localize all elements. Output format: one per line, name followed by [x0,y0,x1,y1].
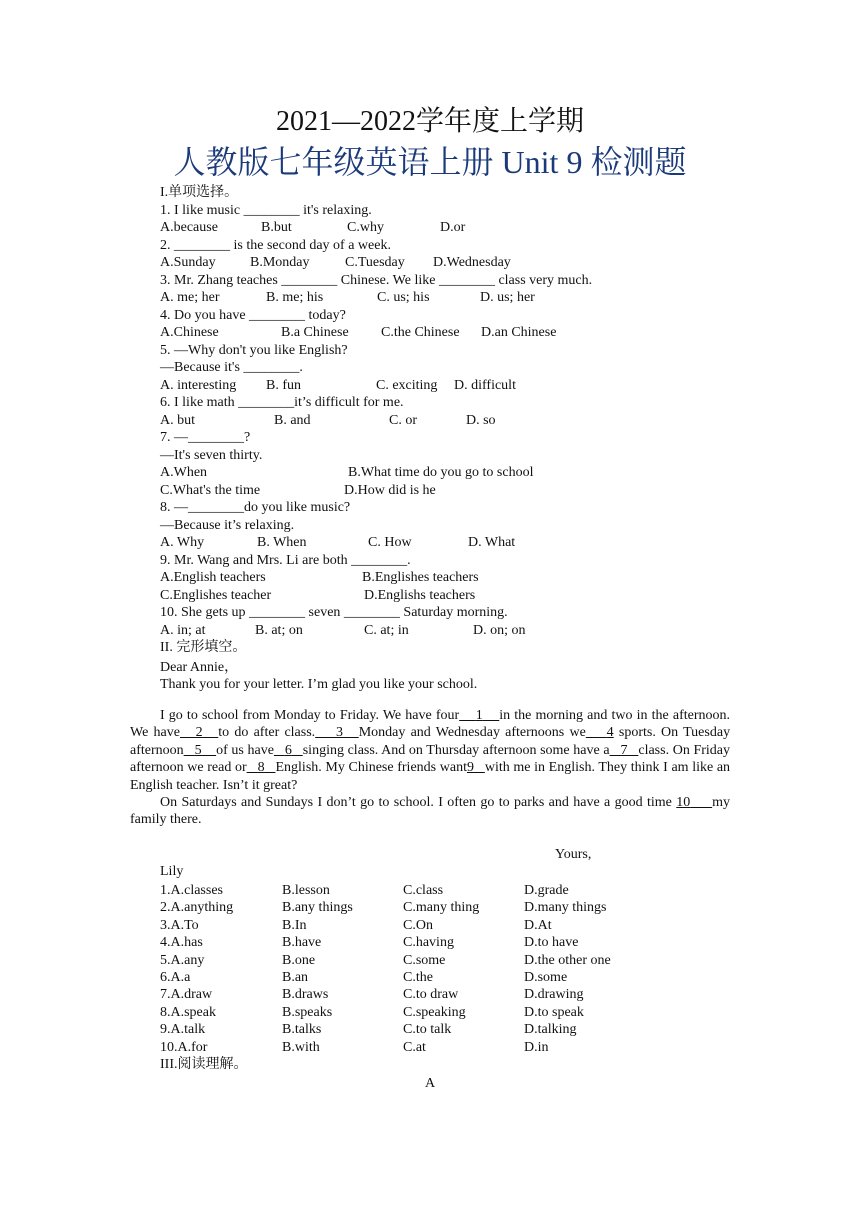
option: D. us; her [480,290,535,305]
question-options [160,219,730,237]
question-options [160,534,730,552]
option: C.Englishes teacher [160,587,272,603]
question-options [160,482,730,500]
letter-paragraph: On Saturdays and Sundays I don’t go to school. I often go to parks and have a good time 10 my family there. [130,795,730,828]
option: D. on; on [473,622,526,638]
option: A. Why [160,535,205,550]
option: B. me; his [266,290,324,305]
option: C.What's the time [160,482,261,498]
option: C. or [389,412,417,428]
option: C.the Chinese [381,325,460,340]
document-title-year: 2021—2022学年度上学期 [275,106,584,137]
question-stem: 6. I like math ________it’s difficult for me. [160,395,404,410]
letter-paragraph: Thank you for your letter. I’m glad you like your school. [160,677,478,692]
cloze-option-row: 2.A.anything B.any things C.many thing D.many things [160,900,607,916]
section-heading: III.阅读理解。 [160,1056,248,1072]
question-options [160,622,730,640]
cloze-option-row: 4.A.has B.have C.having D.to have [160,935,579,951]
multiple-choice-section [160,184,730,694]
cloze-option-row: 7.A.draw B.draws C.to draw D.drawing [160,987,584,1003]
question-options [160,289,730,307]
question-stem: 9. Mr. Wang and Mrs. Li are both ________. [160,552,411,568]
question-options [160,412,730,430]
option: A. in; at [160,622,206,638]
section-heading: II. 完形填空。 [160,640,247,655]
option: B. and [274,412,311,428]
blank: 7 [620,742,628,758]
option: A.English teachers [160,570,266,585]
question-response: —Because it’s relaxing. [160,517,295,533]
question-stem: 5. —Why don't you like English? [160,342,348,358]
option: A.When [160,465,208,480]
option: D.Wednesday [433,255,511,270]
question-response: —It's seven thirty. [160,447,263,463]
reading-passage-label: A [424,1076,436,1091]
letter-closing: Yours, [555,847,592,862]
option: A. but [160,412,195,428]
letter-signature: Lily [160,864,184,879]
blank: 1 [475,708,483,723]
blank: 8 [257,760,265,776]
option: B. When [257,535,307,550]
option: C. exciting [376,377,438,393]
blank: 2 [195,725,203,741]
cloze-options [160,882,611,1073]
question-stem: 4. Do you have ________ today? [160,307,346,323]
question-response: —Because it's ________. [160,360,303,375]
question-options [160,324,730,342]
option: D. so [466,412,496,428]
option: B. fun [266,377,301,393]
option: B.Englishes teachers [362,570,479,585]
question-stem: 2. ________ is the second day of a week. [160,237,391,253]
question-options [160,587,730,605]
question-stem: 3. Mr. Zhang teaches ________ Chinese. We like ________ class very much. [160,272,593,288]
question-options [160,254,730,272]
option: C.why [347,220,384,235]
cloze-option-row: 5.A.any B.one C.some D.the other one [160,952,611,968]
question-stem: 7. —________? [160,430,251,445]
letter-body [130,707,730,829]
option: A.Chinese [160,325,219,340]
letter-paragraph: I go to school from Monday to Friday. We have four 1 in the morning and two in the afternoon. We have 2 to do after class. 3 Monday and Wednesday afternoons we 4 sports. On Tuesday afternoon 5 of us have 6 singing class. And on Thursday afternoon some have a 7 class. On Friday afternoon we read or 8 English. My Chinese friends want9 with me in English. They think I am like an English teacher. Isn’t it great? [130,708,731,793]
question-options [160,569,730,587]
cloze-option-row: 3.A.To B.In C.On D.At [160,917,552,933]
option: C. at; in [364,622,409,638]
option: D. What [468,535,516,550]
letter-greeting: Dear Annie， [160,659,239,675]
option: D.or [440,220,466,235]
question-stem: 8. —________do you like music? [160,500,351,515]
cloze-option-row: 10.A.for B.with C.at D.in [160,1039,549,1055]
option: B. at; on [255,622,303,638]
option: B.What time do you go to school [348,465,534,480]
cloze-option-row: 9.A.talk B.talks C.to talk D.talking [160,1022,577,1038]
option: A.Sunday [160,255,216,270]
option: A.because [160,220,218,235]
blank: 10 [676,795,691,811]
cloze-option-row: 1.A.classes B.lesson C.class D.grade [160,883,569,898]
blank: 6 [284,742,292,758]
cloze-option-row: 8.A.speak B.speaks C.speaking D.to speak [160,1004,584,1020]
option: C. us; his [377,290,430,305]
option: B.a Chinese [281,325,349,340]
question-options [160,464,730,482]
option: D. difficult [454,377,516,393]
question-options [160,377,730,395]
option: C.Tuesday [345,255,405,270]
question-stem: 1. I like music ________ it's relaxing. [160,202,372,218]
cloze-option-row: 6.A.a B.an C.the D.some [160,969,568,985]
option: A. me; her [160,290,220,305]
question-stem: 10. She gets up ________ seven ________ Saturday morning. [160,605,508,620]
option: A. interesting [160,377,237,393]
option: C. How [368,535,412,550]
option: B.but [261,220,292,235]
section-heading: I.单项选择。 [160,185,239,200]
document-title: 人教版七年级英语上册 Unit 9 检测题 [173,144,687,180]
option: D.an Chinese [481,325,557,340]
blank: 9 [466,760,474,776]
option: D.How did is he [344,482,436,498]
blank: 4 [606,725,614,741]
blank: 3 [336,725,344,741]
option: B.Monday [250,255,310,270]
option: D.Englishs teachers [364,587,476,603]
blank: 5 [194,742,202,758]
